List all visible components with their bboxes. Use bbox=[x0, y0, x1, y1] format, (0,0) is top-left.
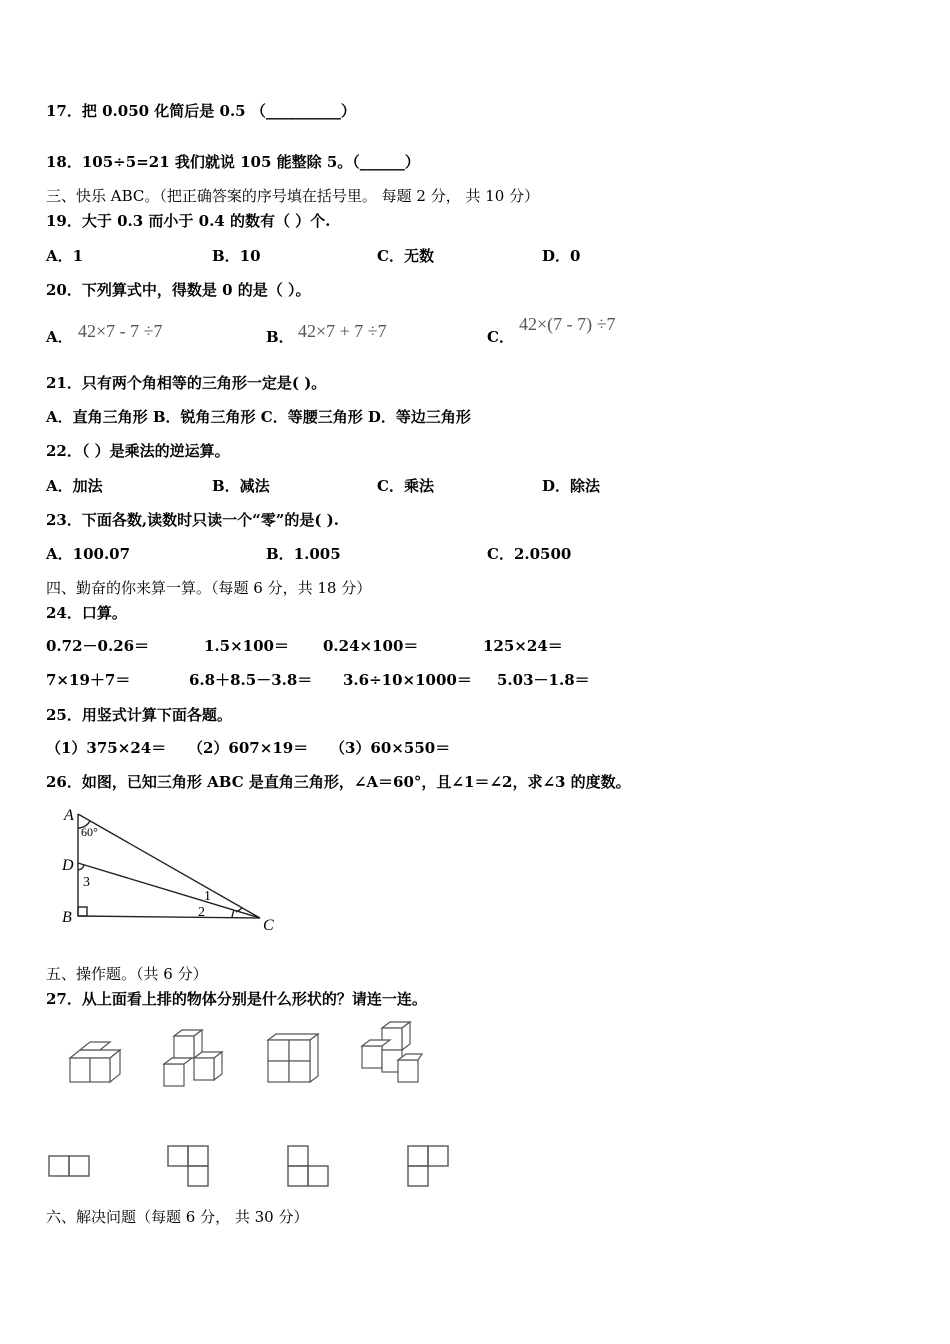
q19-option-d: D．0 bbox=[542, 247, 581, 265]
cube-object-2 bbox=[160, 1028, 226, 1090]
question-19-stem: 19．大于 0.3 而小于 0.4 的数有（ ）个. bbox=[46, 212, 331, 230]
question-22-stem: 22．（ ）是乘法的逆运算。 bbox=[46, 442, 230, 460]
q19-option-c: C．无数 bbox=[377, 247, 434, 265]
section-6-title: 六、解决问题（每题 6 分， 共 30 分） bbox=[46, 1208, 309, 1226]
q24-calc-8: 5.03－1.8＝ bbox=[497, 671, 590, 689]
segment-dc bbox=[78, 863, 260, 918]
question-18: 18．105÷5=21 我们就说 105 能整除 5。（______） bbox=[46, 153, 420, 171]
label-angle-3: 3 bbox=[83, 875, 90, 890]
q24-calc-2: 1.5×100＝ bbox=[204, 637, 289, 655]
q25-item-3: （3）60×550＝ bbox=[330, 739, 451, 757]
q19-option-a: A．1 bbox=[46, 247, 84, 265]
q22-option-a: A．加法 bbox=[46, 477, 103, 495]
question-23-stem: 23．下面各数,读数时只读一个“零”的是( ). bbox=[46, 511, 339, 529]
q24-calc-6: 6.8＋8.5－3.8＝ bbox=[189, 671, 313, 689]
triangle-abc-figure bbox=[56, 800, 296, 940]
question-17: 17．把 0.050 化简后是 0.5 （__________） bbox=[46, 102, 356, 120]
top-view-shape-2 bbox=[166, 1144, 210, 1188]
q20-option-c-label: C． bbox=[487, 328, 514, 346]
q23-option-a: A．100.07 bbox=[46, 545, 131, 563]
q22-option-d: D．除法 bbox=[542, 477, 601, 495]
label-angle-a: 60° bbox=[81, 825, 98, 839]
q24-calc-7: 3.6÷10×1000＝ bbox=[343, 671, 472, 689]
q19-option-b: B．10 bbox=[212, 247, 261, 265]
top-view-shape-4 bbox=[406, 1144, 452, 1188]
q20-option-b-label: B． bbox=[266, 328, 294, 346]
q24-calc-3: 0.24×100＝ bbox=[323, 637, 419, 655]
question-20-stem: 20．下列算式中，得数是 0 的是（ ）。 bbox=[46, 281, 311, 299]
q20-option-c-expr: 42×(7 - 7) ÷7 bbox=[519, 314, 616, 334]
label-angle-2: 2 bbox=[198, 905, 205, 920]
label-a: A bbox=[64, 807, 74, 824]
q25-item-2: （2）607×19＝ bbox=[188, 739, 309, 757]
label-angle-1: 1 bbox=[204, 889, 211, 904]
label-d: D bbox=[62, 857, 74, 874]
angle-3-arc bbox=[78, 865, 84, 870]
top-view-shape-3 bbox=[286, 1144, 330, 1188]
q20-option-a-expr: 42×7 - 7 ÷7 bbox=[78, 321, 163, 341]
cube-object-3 bbox=[264, 1030, 322, 1088]
angle-2-arc bbox=[232, 910, 234, 918]
q24-calc-1: 0.72－0.26＝ bbox=[46, 637, 150, 655]
section-5-title: 五、操作题。（共 6 分） bbox=[46, 965, 208, 983]
cube-object-1 bbox=[66, 1038, 128, 1088]
top-view-shape-1 bbox=[48, 1154, 92, 1178]
cube-object-4 bbox=[356, 1020, 426, 1088]
question-27-stem: 27．从上面看上排的物体分别是什么形状的？请连一连。 bbox=[46, 990, 427, 1008]
label-b: B bbox=[62, 909, 72, 926]
question-25-stem: 25．用竖式计算下面各题。 bbox=[46, 706, 232, 724]
right-angle-mark bbox=[78, 907, 87, 916]
question-21-stem: 21．只有两个角相等的三角形一定是( )。 bbox=[46, 374, 327, 392]
q20-option-a-label: A． bbox=[46, 328, 73, 346]
q22-option-b: B．减法 bbox=[212, 477, 270, 495]
q22-option-c: C．乘法 bbox=[377, 477, 434, 495]
q25-item-1: （1）375×24＝ bbox=[46, 739, 167, 757]
q21-options: A．直角三角形 B．锐角三角形 C．等腰三角形 D．等边三角形 bbox=[46, 408, 471, 426]
section-4-title: 四、勤奋的你来算一算。（每题 6 分，共 18 分） bbox=[46, 579, 372, 597]
q23-option-b: B．1.005 bbox=[266, 545, 341, 563]
q23-option-c: C．2.0500 bbox=[487, 545, 572, 563]
side-ac bbox=[78, 814, 260, 918]
question-24-stem: 24．口算。 bbox=[46, 604, 127, 622]
section-3-title: 三、快乐 ABC。（把正确答案的序号填在括号里。 每题 2 分， 共 10 分） bbox=[46, 187, 540, 205]
q24-calc-4: 125×24＝ bbox=[483, 637, 563, 655]
q24-calc-5: 7×19＋7＝ bbox=[46, 671, 131, 689]
question-26-stem: 26．如图，已知三角形 ABC 是直角三角形，∠A＝60°，且∠1＝∠2，求∠3 的度数。 bbox=[46, 773, 631, 791]
label-c: C bbox=[263, 917, 274, 934]
q20-option-b-expr: 42×7 + 7 ÷7 bbox=[298, 321, 387, 341]
